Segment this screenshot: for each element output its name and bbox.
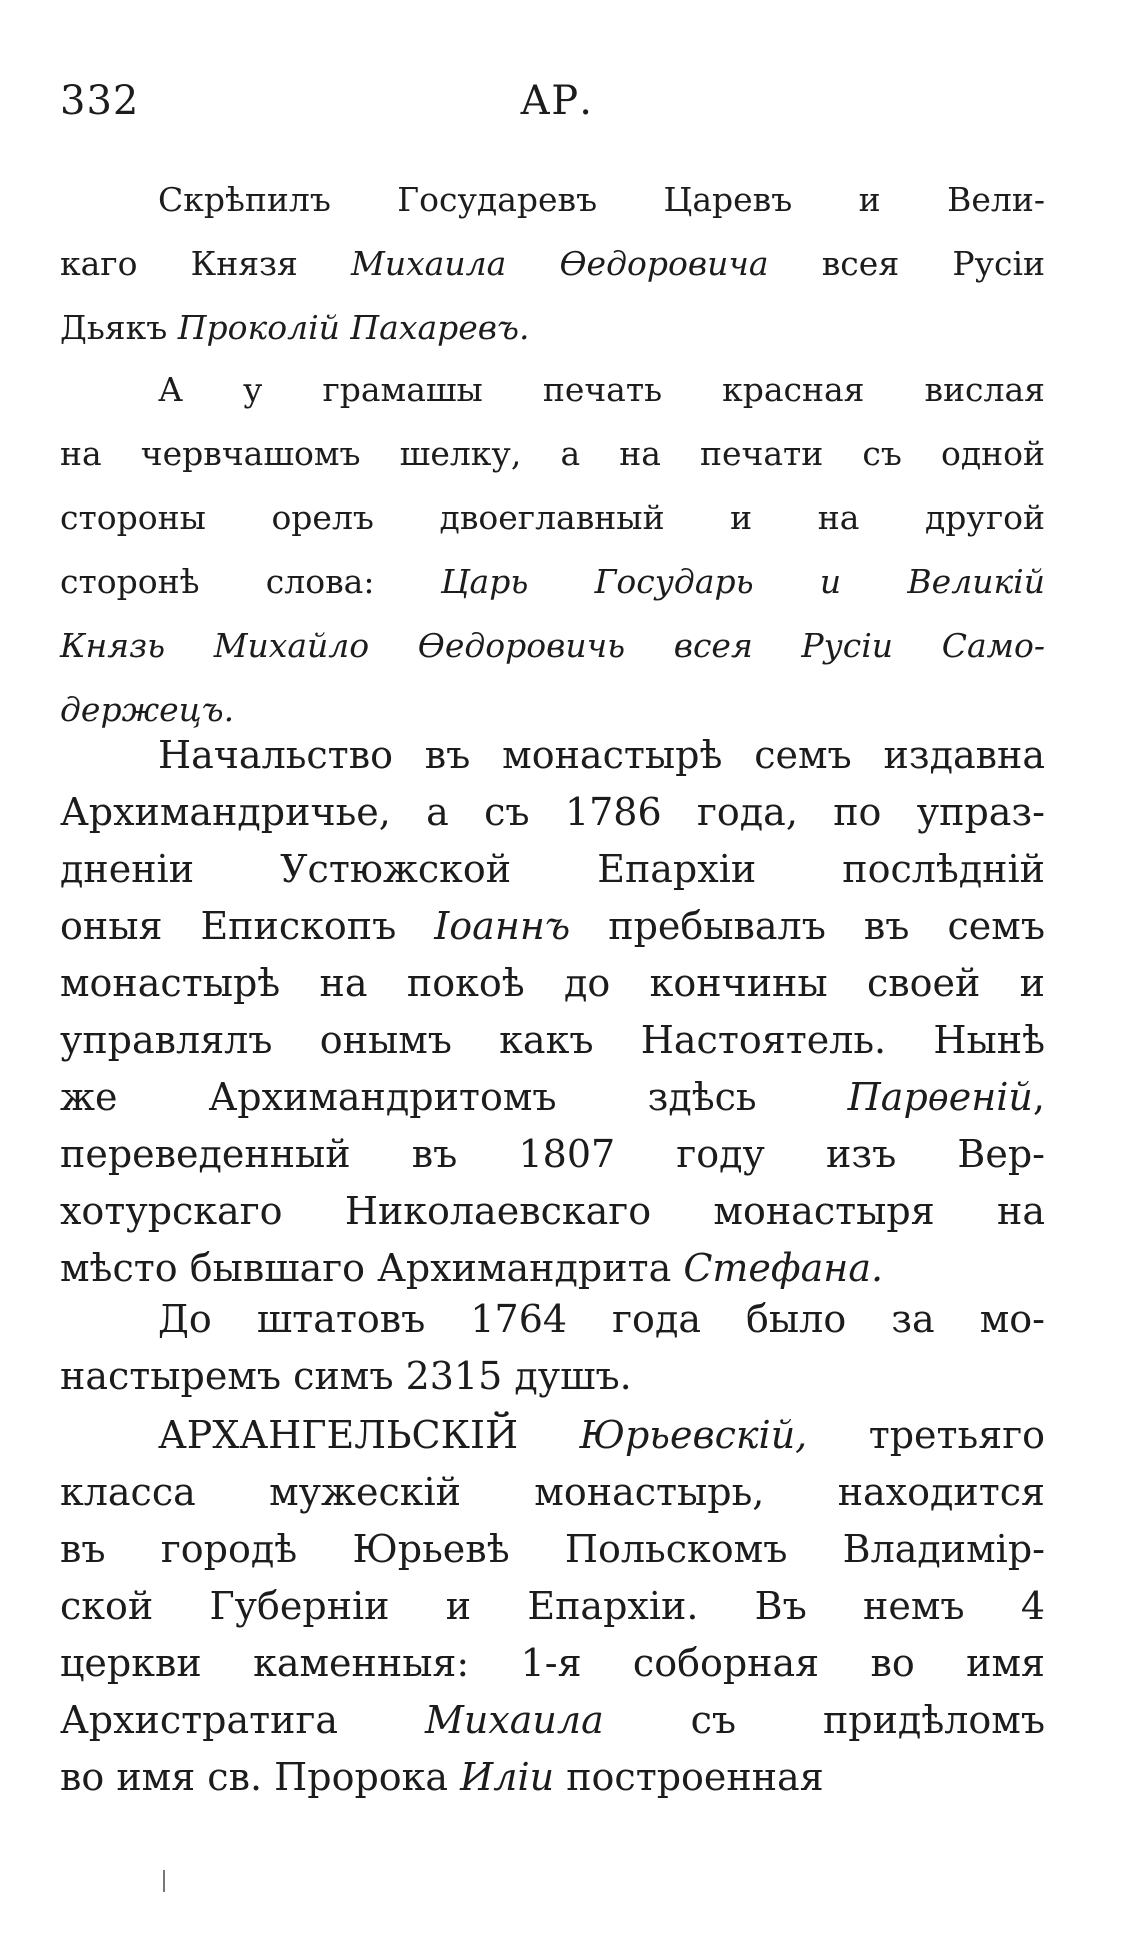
paragraph-seal-signature: [60, 168, 1045, 360]
text-segment: всея Русіи: [768, 244, 1045, 283]
italic-text: держецъ.: [60, 690, 235, 729]
text-segment: Пророка: [274, 1755, 461, 1799]
text-segment: Архистратига: [60, 1698, 425, 1742]
page-number: 332: [60, 78, 140, 124]
text-line: [60, 1578, 1045, 1635]
italic-text: Парѳеній: [847, 1075, 1033, 1119]
text-segment: пребывалъ въ семъ: [570, 904, 1045, 948]
text-segment: стороны орелъ двоеглавный и на другой: [60, 498, 1045, 537]
text-line: [60, 841, 1045, 898]
text-segment: Архимандричье, а съ 1786 года, по упраз-: [60, 790, 1045, 834]
text-segment: Дьякъ: [60, 308, 178, 347]
text-segment: во имя св.: [60, 1755, 275, 1799]
text-segment: сторонѣ слова:: [60, 562, 441, 601]
text-segment: управлялъ онымъ какъ Настоятель. Нынѣ: [60, 1018, 1045, 1062]
text-segment: класса мужескій монастырь, находится: [60, 1470, 1045, 1514]
text-segment: Скрѣпилъ Государевъ Царевъ и Вели-: [158, 180, 1045, 219]
running-head: АР.: [520, 78, 593, 124]
text-segment: третьяго: [807, 1413, 1046, 1457]
text-line: [60, 784, 1045, 841]
text-segment: на червчашомъ шелку, а на печати съ одной: [60, 434, 1045, 473]
text-line: [60, 1240, 1045, 1297]
text-segment: съ придѣломъ: [603, 1698, 1045, 1742]
italic-text: Проколій Пахаревъ.: [177, 308, 530, 347]
page-mark: [163, 1870, 165, 1892]
text-line: [60, 955, 1045, 1012]
italic-text: Стефана.: [683, 1246, 884, 1290]
text-line: [60, 1407, 1045, 1464]
paragraph-souls: [60, 1291, 1045, 1405]
text-segment: мѣсто бывшаго Архимандрита: [60, 1246, 684, 1290]
text-segment: оныя Епископъ: [60, 904, 435, 948]
text-line: [60, 1464, 1045, 1521]
text-segment: До штатовъ 1764 года было за мо-: [158, 1297, 1045, 1341]
text-segment: переведенный въ 1807 году изъ Вер-: [60, 1132, 1045, 1176]
italic-text: Михаила: [424, 1698, 604, 1742]
text-line: [60, 296, 1045, 360]
text-segment: ,: [1032, 1075, 1045, 1119]
text-segment: дненіи Устюжской Епархіи послѣдній: [60, 847, 1045, 891]
text-line: [60, 232, 1045, 296]
text-segment: въ городѣ Юрьевѣ Польскомъ Владимір-: [60, 1527, 1045, 1571]
italic-text: Михаила Ѳедоровича: [351, 244, 769, 283]
italic-text: Царь Государь и Великій: [440, 562, 1045, 601]
text-line: [60, 1183, 1045, 1240]
text-line: [60, 1348, 1045, 1405]
text-segment: АРХАНГЕЛЬСКІЙ: [158, 1413, 580, 1457]
text-segment: каго Князя: [60, 244, 352, 283]
text-segment: монастырѣ на покоѣ до кончины своей и: [60, 961, 1045, 1005]
text-line: [60, 422, 1045, 486]
text-line: [60, 1692, 1045, 1749]
text-line: [60, 1635, 1045, 1692]
italic-text: Иліи: [460, 1755, 555, 1799]
text-line: [60, 898, 1045, 955]
text-line: [60, 1521, 1045, 1578]
italic-text: Юрьевскій,: [579, 1413, 808, 1457]
paragraph-governance: [60, 727, 1045, 1297]
text-line: [60, 1069, 1045, 1126]
paragraph-archangel-monastery: [60, 1407, 1045, 1806]
paragraph-seal-description: [60, 358, 1045, 742]
text-line: [60, 727, 1045, 784]
text-line: [60, 1291, 1045, 1348]
text-segment: построенная: [554, 1755, 824, 1799]
text-line: [60, 614, 1045, 678]
text-segment: хотурскаго Николаевскаго монастыря на: [60, 1189, 1045, 1233]
text-segment: церкви каменныя: 1-я соборная во имя: [60, 1641, 1045, 1685]
text-line: [60, 1749, 1045, 1806]
text-segment: Начальство въ монастырѣ семъ издавна: [158, 733, 1045, 777]
text-line: [60, 358, 1045, 422]
text-line: [60, 550, 1045, 614]
text-segment: настыремъ симъ 2315 душъ.: [60, 1354, 632, 1398]
text-line: [60, 168, 1045, 232]
text-segment: А у грамашы печать красная вислая: [158, 370, 1045, 409]
text-line: [60, 486, 1045, 550]
text-segment: же Архимандритомъ здѣсь: [60, 1075, 848, 1119]
page-header: [60, 78, 1080, 138]
italic-text: Іоаннъ: [434, 904, 571, 948]
text-line: [60, 1012, 1045, 1069]
text-segment: ской Губерніи и Епархіи. Въ немъ 4: [60, 1584, 1045, 1628]
italic-text: Князь Михайло Ѳедоровичь всея Русіи Само-: [60, 626, 1045, 665]
text-line: [60, 1126, 1045, 1183]
